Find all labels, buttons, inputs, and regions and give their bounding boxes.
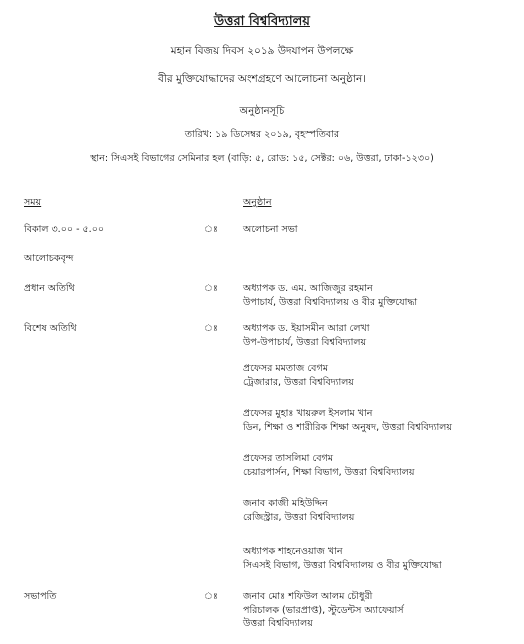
special-guest-title: ট্রেজারার, উত্তরা বিশ্ববিদ্যালয় [243,376,354,388]
special-guest-label: বিশেষ অতিথি [24,323,77,334]
chair-title: পরিচালক (ভারপ্রাপ্ত), স্টুডেন্টস অ্যাফেয়ার্স [243,604,404,616]
special-guest-title: রেজিস্ট্রার, উত্তরা বিশ্ববিদ্যালয় [243,511,355,523]
university-title: উত্তরা বিশ্ববিদ্যালয় [214,14,310,29]
special-guest-name: প্রফেসর তাসলিমা বেগম [243,453,334,464]
chair-block [243,590,404,631]
special-guest-name: জনাব কাজী মহিউদ্দিন [243,498,328,509]
special-guest-block [243,322,369,349]
column-header-time: সময় [24,197,42,208]
special-guest-block [243,545,442,572]
special-guest-name: প্রফেসর মমতাজ বেগম [243,363,328,374]
time-value: বিকাল ৩.০০ - ৫.০০ [24,224,105,235]
special-guest-name: প্রফেসর মুহাঃ খায়রুল ইসলাম খান [243,408,373,419]
event-line: বীর মুক্তিযোদ্ধাদের অংশগ্রহণে আলোচনা অনুষ্ঠান। [158,73,366,85]
special-guest-name: অধ্যাপক ড. ইয়াসমীন আরা লেখা [243,323,370,334]
chair-label: সভাপতি [24,591,57,602]
date-line: তারিখ: ১৯ ডিসেম্বর ২০১৯, বৃহস্পতিবার [184,129,340,140]
chair-name: জনাব মোঃ শফিউল আলম চৌধুরী [243,591,373,602]
special-guest-title: ডিন, শিক্ষা ও শারীরিক শিক্ষা অনুষদ, উত্তরা বিশ্ববিদ্যালয় [243,421,452,433]
special-guest-title: সিএসই বিভাগ, উত্তরা বিশ্ববিদ্যালয় ও বীর মুক্তিযোদ্ধা [243,559,442,571]
chair-org: উত্তরা বিশ্ববিদ্যালয় [243,618,313,629]
special-guest-block [243,362,354,389]
row-colon: ঃ [204,323,218,334]
venue-line: স্থান: সিএসই বিভাগের সেমিনার হল (বাড়ি: ৫, রোড: ১৫, সেক্টর: ০৬, উত্তরা, ঢাকা-১২৩০) [90,153,434,164]
chief-guest-name: অধ্যাপক ড. এম. আজিজুর রহমান [243,283,373,294]
special-guest-block [243,407,452,434]
row-colon: ঃ [204,224,218,235]
occasion-line: মহান বিজয় দিবস ২০১৯ উদযাপন উপলক্ষে [170,45,354,57]
special-guest-block [243,497,354,524]
special-guest-name: অধ্যাপক শাহনেওয়াজ খান [243,546,343,557]
special-guest-block [243,452,414,479]
column-header-event: অনুষ্ঠান [243,197,272,208]
programme-heading: অনুষ্ঠানসূচি [239,106,285,117]
chief-guest-block [243,282,417,309]
chief-guest-title: উপাচার্য, উত্তরা বিশ্ববিদ্যালয় ও বীর মুক্তিযোদ্ধা [243,296,418,308]
chief-guest-label: প্রধান অতিথি [24,283,75,294]
special-guest-title: উপ-উপাচার্য, উত্তরা বিশ্ববিদ্যালয় [243,336,367,348]
discussants-label: আলোচকবৃন্দ [24,253,74,264]
time-event: অলোচনা সভা [243,224,298,235]
special-guest-title: চেয়ারপার্সন, শিক্ষা বিভাগ, উত্তরা বিশ্ববিদ্যালয় [243,466,415,478]
row-colon: ঃ [204,591,218,602]
row-colon: ঃ [204,283,218,294]
